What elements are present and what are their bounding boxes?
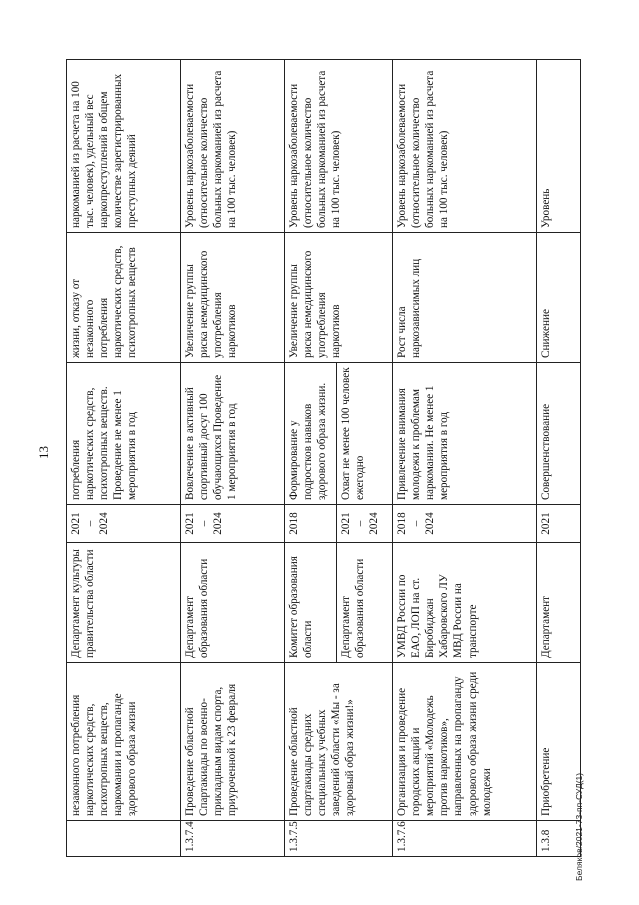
years-cell (337, 505, 393, 543)
executor-cell: Департамент культуры правительства области (67, 543, 181, 663)
activity-cell: Приобретение (537, 663, 581, 821)
indicator-cell: Уровень (537, 60, 581, 233)
result-cell: Совершенствование (537, 363, 581, 505)
result-cell: Формирование у подростков навыков здорового образа жизни. (285, 363, 337, 505)
years-text: 2021 – 2024 (184, 512, 225, 535)
executor-cell: Департамент (537, 543, 581, 663)
table-row-1-3-7-6 (393, 60, 537, 857)
indicator-cell: Уровень наркозаболеваемости (относительное количество больных наркоманией из расчета на 100 тыс. человек) (181, 60, 285, 233)
indicator-cell: Уровень наркозаболеваемости (относительное количество больных наркоманией из расчета на 100 тыс. человек) (393, 60, 537, 233)
indicator-cell: Уровень наркозаболеваемости (относительное количество больных наркоманией из расчета на 100 тыс. человек) (285, 60, 393, 233)
consequence-cell: Снижение (537, 233, 581, 363)
activity-cell: Организация и проведение городских акций и мероприятий «Молодежь против наркотиков», направленных на пропаганду здорового образа жизни среди молодежи (393, 663, 537, 821)
result-cell: Вовлечение в активный спортивный досуг 100 обучающихся Проведение 1 мероприятия в год (181, 363, 285, 505)
activity-cell: Проведение областной Спартакиады по военно-прикладным видам спорта, приуроченной к 23 февраля (181, 663, 285, 821)
consequence-cell: Увеличение группы риска немедицинского употребления наркотиков (181, 233, 285, 363)
years-cell: 2021 (537, 505, 581, 543)
activity-cell: Проведение областной спартакиады средних специальных учебных заведений области «Мы - за здоровый образ жизни!» (285, 663, 393, 821)
result-cell: потребления наркотических средств, психотропных веществ. Проведение не менее 1 мероприятия в год (67, 363, 181, 505)
document-id-stamp: Беляков/2021-73-пп-СУД(1) (574, 772, 584, 881)
consequence-cell: Увеличение группы риска немедицинского употребления наркотиков (285, 233, 393, 363)
executor-cell: Департамент образования области (337, 543, 393, 663)
page-number: 13 (36, 446, 51, 459)
years-text: 2018 – 2024 (396, 512, 437, 535)
years-text: 2021 – 2024 (70, 512, 111, 535)
executor-cell: Комитет образования области (285, 543, 337, 663)
years-cell: 2018 (285, 505, 337, 543)
result-cell: Охват не менее 100 человек ежегодно (337, 363, 393, 505)
row-number (67, 821, 181, 857)
activity-cell: незаконного потребления наркотических средств, психотропных веществ, наркомании и пропаганде здорового образа жизни (67, 663, 181, 821)
executor-cell: УМВД России по ЕАО, ЛОП на ст. Биробиджан Хабаровского ЛУ МВД России на транспорте (393, 543, 537, 663)
years-cell (67, 505, 181, 543)
row-number: 1.3.7.5 (285, 821, 393, 857)
table-row-1-3-7-5 (285, 60, 337, 857)
row-number: 1.3.7.4 (181, 821, 285, 857)
table-row-1-3-8 (537, 60, 581, 857)
result-cell: Привлечение внимания молодежи к проблемам наркомании. Не менее 1 мероприятия в год (393, 363, 537, 505)
row-number: 1.3.7.6 (393, 821, 537, 857)
indicator-cell: наркоманией из расчета на 100 тыс. человек), удельный вес наркопреступлений в общем количестве зарегистрированных преступных деяний (67, 60, 181, 233)
consequence-cell: жизни, отказу от незаконного потребления наркотических средств, психотропных веществ (67, 233, 181, 363)
table-row-continued (67, 60, 181, 857)
program-activities-table (66, 59, 581, 857)
years-cell (393, 505, 537, 543)
years-text: 2021 – 2024 (340, 512, 381, 535)
executor-cell: Департамент образования области (181, 543, 285, 663)
consequence-cell: Рост числа наркозависимых лиц (393, 233, 537, 363)
years-cell (181, 505, 285, 543)
row-number: 1.3.8 (537, 821, 581, 857)
table-row-1-3-7-4 (181, 60, 285, 857)
